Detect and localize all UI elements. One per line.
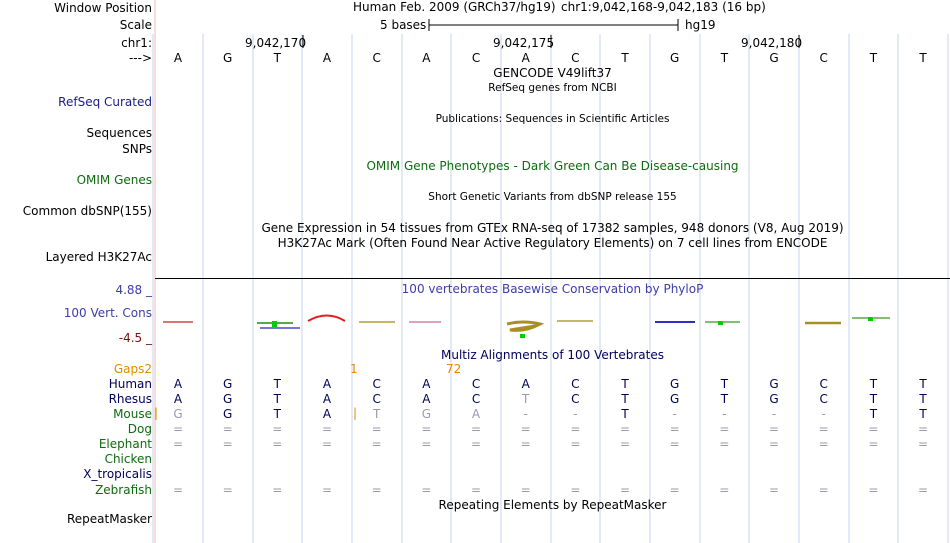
aligned-base: = bbox=[570, 483, 581, 497]
species-label[interactable]: Human bbox=[108, 377, 152, 391]
aligned-base: = bbox=[918, 483, 929, 497]
mouse-insertion-mark: | bbox=[353, 406, 358, 420]
aligned-base: = bbox=[769, 437, 780, 451]
aligned-base: = bbox=[371, 483, 382, 497]
aligned-base: = bbox=[272, 483, 283, 497]
aligned-base: = bbox=[172, 483, 184, 497]
aligned-base: T bbox=[273, 407, 281, 421]
aligned-base: = bbox=[172, 437, 184, 451]
phylop-mark bbox=[868, 317, 873, 321]
dbsnp-title[interactable]: Short Genetic Variants from dbSNP release 155 bbox=[428, 191, 677, 203]
window-position-label: Window Position bbox=[54, 1, 152, 15]
aligned-base: T bbox=[720, 377, 729, 391]
gap-count: 1 bbox=[350, 362, 358, 376]
assembly-label: Human Feb. 2009 (GRCh37/hg19) bbox=[353, 0, 556, 14]
species-label[interactable]: Elephant bbox=[98, 437, 152, 451]
aligned-base: = bbox=[868, 437, 879, 451]
aligned-base: = bbox=[470, 437, 482, 451]
aligned-base: = bbox=[272, 422, 283, 436]
base-letter: G bbox=[769, 51, 779, 65]
aligned-base: = bbox=[371, 422, 382, 436]
aligned-base: G bbox=[223, 377, 233, 391]
sequences-label[interactable]: Sequences bbox=[86, 126, 152, 140]
base-letter: C bbox=[571, 51, 580, 65]
aligned-base: = bbox=[321, 437, 333, 451]
ruler-tick-label: 9,042,170 bbox=[245, 36, 307, 50]
aligned-base: = bbox=[868, 483, 879, 497]
aligned-base: G bbox=[670, 392, 680, 406]
aligned-base: A bbox=[322, 407, 332, 421]
gap-count: 72 bbox=[446, 362, 462, 376]
base-letter: C bbox=[819, 51, 828, 65]
aligned-base: = bbox=[222, 422, 233, 436]
phylop-track-label[interactable]: 100 Vert. Cons bbox=[63, 306, 152, 320]
aligned-base: T bbox=[373, 407, 381, 421]
omim-genes-label[interactable]: OMIM Genes bbox=[76, 173, 152, 187]
aligned-base: C bbox=[571, 392, 580, 406]
aligned-base: - bbox=[672, 407, 677, 421]
aligned-base: A bbox=[322, 392, 332, 406]
ruler-tick-label: 9,042,175 bbox=[493, 36, 555, 50]
base-letter: T bbox=[273, 51, 281, 65]
aligned-base: = bbox=[470, 483, 482, 497]
ruler-tick-label: 9,042,180 bbox=[741, 36, 803, 50]
aligned-base: = bbox=[570, 422, 581, 436]
species-label[interactable]: Zebrafish bbox=[95, 483, 152, 497]
aligned-base: T bbox=[621, 377, 629, 391]
aligned-base: = bbox=[520, 437, 531, 451]
gtex-title[interactable]: Gene Expression in 54 tissues from GTEx RNA-seq of 17382 samples, 948 donors (V8, Aug 2019) bbox=[261, 221, 844, 235]
h3k27ac-label[interactable]: Layered H3K27Ac bbox=[45, 250, 152, 264]
aligned-base: C bbox=[819, 377, 828, 391]
phylop-title[interactable]: 100 vertebrates Basewise Conservation by PhyloP bbox=[401, 282, 704, 296]
phylop-conservation-graph bbox=[155, 300, 950, 345]
aligned-base: T bbox=[621, 392, 629, 406]
aligned-base: - bbox=[722, 407, 727, 421]
aligned-base: = bbox=[421, 437, 432, 451]
mouse-insertion-mark: | bbox=[154, 406, 159, 420]
omim-phenotypes-title[interactable]: OMIM Gene Phenotypes - Dark Green Can Be Disease-causing bbox=[366, 159, 739, 173]
aligned-base: = bbox=[570, 437, 581, 451]
aligned-base: C bbox=[372, 392, 381, 406]
base-letter: T bbox=[720, 51, 729, 65]
scale-label: Scale bbox=[119, 18, 152, 32]
scale-db-label: hg19 bbox=[685, 18, 716, 32]
aligned-base: = bbox=[421, 422, 432, 436]
aligned-base: = bbox=[272, 437, 283, 451]
phylop-max-label: 4.88 _ bbox=[115, 283, 152, 297]
phylop-mark bbox=[718, 321, 723, 325]
phylop-mark bbox=[520, 334, 525, 338]
base-letter: A bbox=[173, 51, 183, 65]
scale-bases-text: 5 bases bbox=[380, 18, 427, 32]
aligned-base: A bbox=[422, 392, 431, 406]
ruler-ticks bbox=[0, 34, 950, 50]
aligned-base: A bbox=[173, 392, 183, 406]
aligned-base: = bbox=[520, 483, 531, 497]
aligned-base: T bbox=[522, 392, 530, 406]
aligned-base: = bbox=[321, 422, 333, 436]
aligned-base: = bbox=[818, 483, 829, 497]
aligned-base: = bbox=[321, 483, 333, 497]
aligned-base: - bbox=[523, 407, 528, 421]
aligned-base: = bbox=[421, 483, 432, 497]
aligned-base: = bbox=[918, 437, 929, 451]
aligned-base: = bbox=[222, 437, 233, 451]
aligned-base: T bbox=[273, 377, 281, 391]
aligned-base: = bbox=[769, 422, 780, 436]
aligned-base: A bbox=[422, 377, 431, 391]
multiz-title[interactable]: Multiz Alignments of 100 Vertebrates bbox=[440, 348, 665, 362]
aligned-base: T bbox=[869, 377, 878, 391]
aligned-base: = bbox=[769, 483, 780, 497]
aligned-base: = bbox=[669, 422, 680, 436]
aligned-base: = bbox=[918, 422, 929, 436]
species-label[interactable]: Rhesus bbox=[108, 392, 152, 406]
phylop-mark bbox=[308, 316, 345, 322]
base-letter: A bbox=[521, 51, 530, 65]
aligned-base: T bbox=[869, 392, 878, 406]
repeatmasker-label[interactable]: RepeatMasker bbox=[66, 512, 152, 526]
aligned-base: C bbox=[471, 392, 481, 406]
phylop-min-label: -4.5 _ bbox=[118, 331, 152, 345]
aligned-base: T bbox=[869, 407, 878, 421]
aligned-base: = bbox=[818, 437, 829, 451]
aligned-base: T bbox=[273, 392, 281, 406]
gaps-label: Gaps2 bbox=[113, 362, 152, 376]
base-letter: G bbox=[670, 51, 680, 65]
aligned-base: - bbox=[771, 407, 777, 421]
aligned-base: = bbox=[172, 422, 184, 436]
aligned-base: G bbox=[223, 392, 233, 406]
aligned-base: = bbox=[719, 437, 730, 451]
aligned-base: T bbox=[919, 392, 927, 406]
aligned-base: = bbox=[520, 422, 531, 436]
aligned-base: T bbox=[621, 407, 629, 421]
aligned-base: G bbox=[769, 377, 779, 391]
aligned-base: C bbox=[471, 377, 481, 391]
species-label[interactable]: Mouse bbox=[113, 407, 152, 421]
aligned-base: G bbox=[173, 407, 183, 421]
base-letter: G bbox=[223, 51, 233, 65]
snps-label[interactable]: SNPs bbox=[122, 142, 152, 156]
position-label: chr1:9,042,168-9,042,183 (16 bp) bbox=[561, 0, 766, 14]
strand-label: ---> bbox=[128, 51, 152, 65]
aligned-base: T bbox=[720, 392, 729, 406]
aligned-base: T bbox=[919, 377, 927, 391]
aligned-base: A bbox=[471, 407, 481, 421]
phylop-mark bbox=[272, 321, 277, 327]
base-letter: T bbox=[621, 51, 629, 65]
publications-title[interactable]: Publications: Sequences in Scientific Articles bbox=[435, 113, 670, 125]
aligned-base: - bbox=[573, 407, 578, 421]
aligned-base: = bbox=[669, 483, 680, 497]
aligned-base: A bbox=[322, 377, 332, 391]
scale-bar bbox=[428, 17, 680, 33]
aligned-base: = bbox=[818, 422, 829, 436]
aligned-base: G bbox=[223, 407, 233, 421]
aligned-base: = bbox=[719, 422, 730, 436]
base-letter: C bbox=[471, 51, 481, 65]
chrom-label: chr1: bbox=[121, 36, 152, 50]
aligned-base: T bbox=[919, 407, 927, 421]
aligned-base: G bbox=[421, 407, 431, 421]
species-label[interactable]: Chicken bbox=[104, 452, 152, 466]
aligned-base: = bbox=[470, 422, 482, 436]
h3k27ac-title[interactable]: H3K27Ac Mark (Often Found Near Active Regulatory Elements) on 7 cell lines from ENCODE bbox=[277, 236, 828, 250]
aligned-base: - bbox=[821, 407, 826, 421]
aligned-base: = bbox=[371, 437, 382, 451]
dbsnp-label[interactable]: Common dbSNP(155) bbox=[22, 204, 152, 218]
aligned-base: = bbox=[222, 483, 233, 497]
species-label[interactable]: X_tropicalis bbox=[83, 467, 152, 481]
aligned-base: G bbox=[769, 392, 779, 406]
repeatmasker-title[interactable]: Repeating Elements by RepeatMasker bbox=[438, 498, 667, 512]
aligned-base: C bbox=[571, 377, 580, 391]
base-letter: A bbox=[422, 51, 431, 65]
phylop-mark bbox=[507, 322, 540, 330]
aligned-base: A bbox=[521, 377, 530, 391]
aligned-base: A bbox=[173, 377, 183, 391]
aligned-base: G bbox=[670, 377, 680, 391]
track-separator bbox=[155, 278, 950, 279]
aligned-base: C bbox=[372, 377, 381, 391]
aligned-base: C bbox=[819, 392, 828, 406]
gencode-track-title[interactable]: GENCODE V49lift37 bbox=[493, 66, 612, 80]
refseq-genes-title[interactable]: RefSeq genes from NCBI bbox=[488, 82, 617, 94]
base-letter: T bbox=[919, 51, 927, 65]
base-letter: T bbox=[869, 51, 878, 65]
aligned-base: = bbox=[868, 422, 879, 436]
aligned-base: = bbox=[619, 437, 631, 451]
aligned-base: = bbox=[619, 422, 631, 436]
refseq-curated-label[interactable]: RefSeq Curated bbox=[58, 95, 152, 109]
aligned-base: = bbox=[669, 437, 680, 451]
species-label[interactable]: Dog bbox=[127, 422, 152, 436]
base-letter: C bbox=[372, 51, 381, 65]
base-letter: A bbox=[322, 51, 332, 65]
aligned-base: = bbox=[619, 483, 631, 497]
aligned-base: = bbox=[719, 483, 730, 497]
